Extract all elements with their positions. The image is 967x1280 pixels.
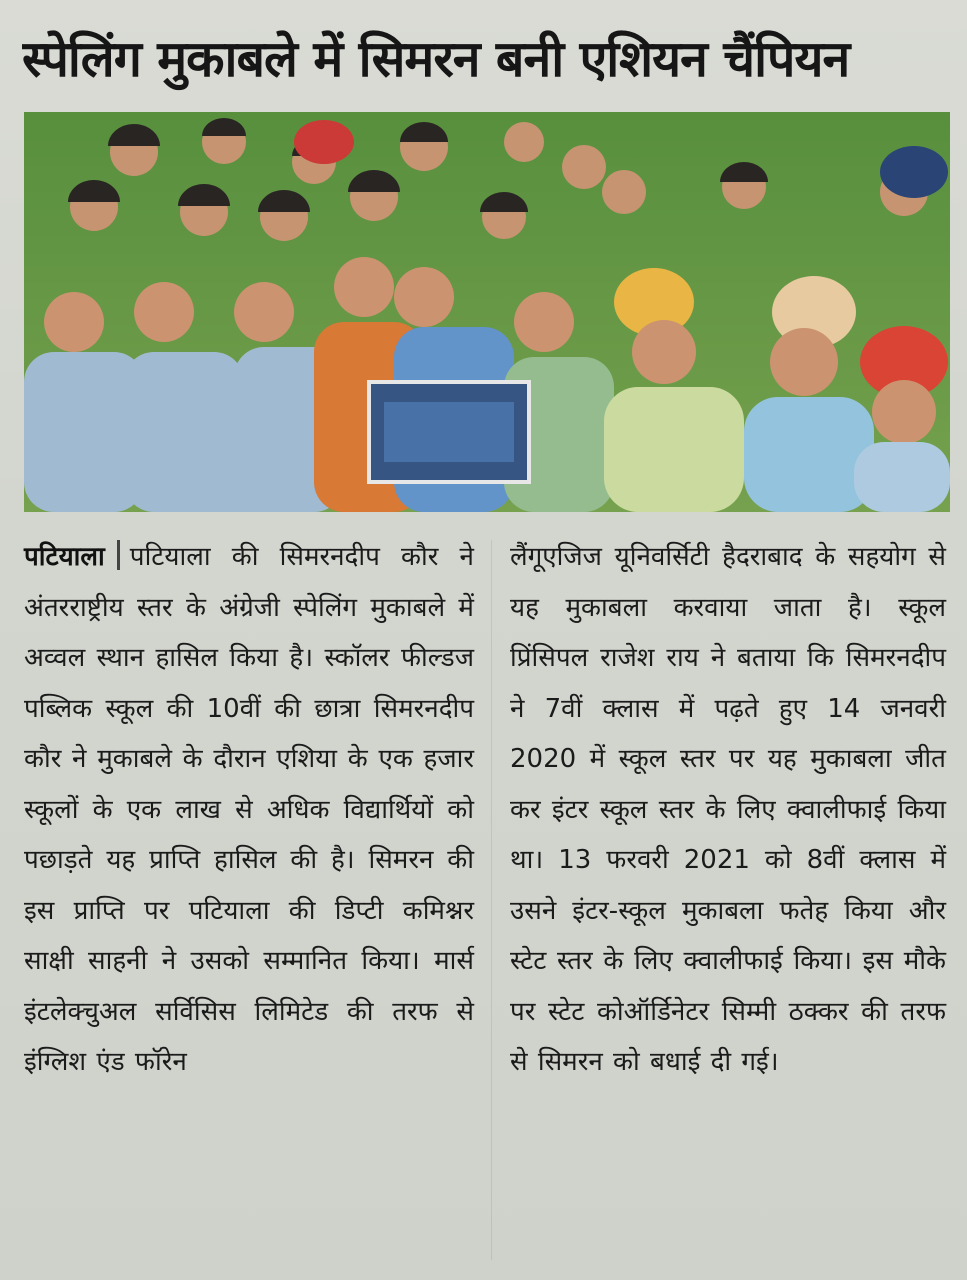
article-text-left: पटियाला की सिमरनदीप कौर ने अंतरराष्ट्रीय स्तर के अंग्रेजी स्पेलिंग मुकाबले में अव्वल स्थान हासिल किया है। स्कॉलर फील्डज पब्लिक स्कूल की 10वीं की छात्रा सिमरनदीप कौर ने मुकाबले के दौरान एशिया के एक हजार स्कूलों के एक लाख से अधिक विद्यार्थियों को पछाड़ते यह प्राप्ति हासिल की है। सिमरन की इस प्राप्ति पर पटियाला की डिप्टी कमिश्नर साक्षी साहनी ने उसको सम्मानित किया। मार्स इंटलेक्चुअल सर्विसिस लिमिटेड की तरफ से इंग्लिश एंड फॉरेन (24, 542, 474, 1077)
dateline-separator (117, 540, 120, 570)
dateline: पटियाला (24, 542, 105, 572)
headline: स्पेलिंग मुकाबले में सिमरन बनी एशियन चैंपियन (22, 30, 850, 88)
article-column-left (24, 532, 474, 1088)
column-divider (491, 540, 492, 1260)
news-photo (24, 112, 950, 512)
article-column-right: लैंगूएजिज यूनिवर्सिटी हैदराबाद के सहयोग से यह मुकाबला करवाया जाता है। स्कूल प्रिंसिपल राजेश राय ने बताया कि सिमरनदीप ने 7वीं क्लास में पढ़ते हुए 14 जनवरी 2020 में स्कूल स्तर पर यह मुकाबला जीत कर इंटर स्कूल स्तर के लिए क्वालीफाई किया था। 13 फरवरी 2021 को 8वीं क्लास में उसने इंटर-स्कूल मुकाबला फतेह किया और स्टेट स्तर के लिए क्वालीफाई किया। इस मौके पर स्टेट कोऑर्डिनेटर सिम्मी ठक्कर की तरफ से सिमरन को बधाई दी गई। (510, 542, 946, 1077)
